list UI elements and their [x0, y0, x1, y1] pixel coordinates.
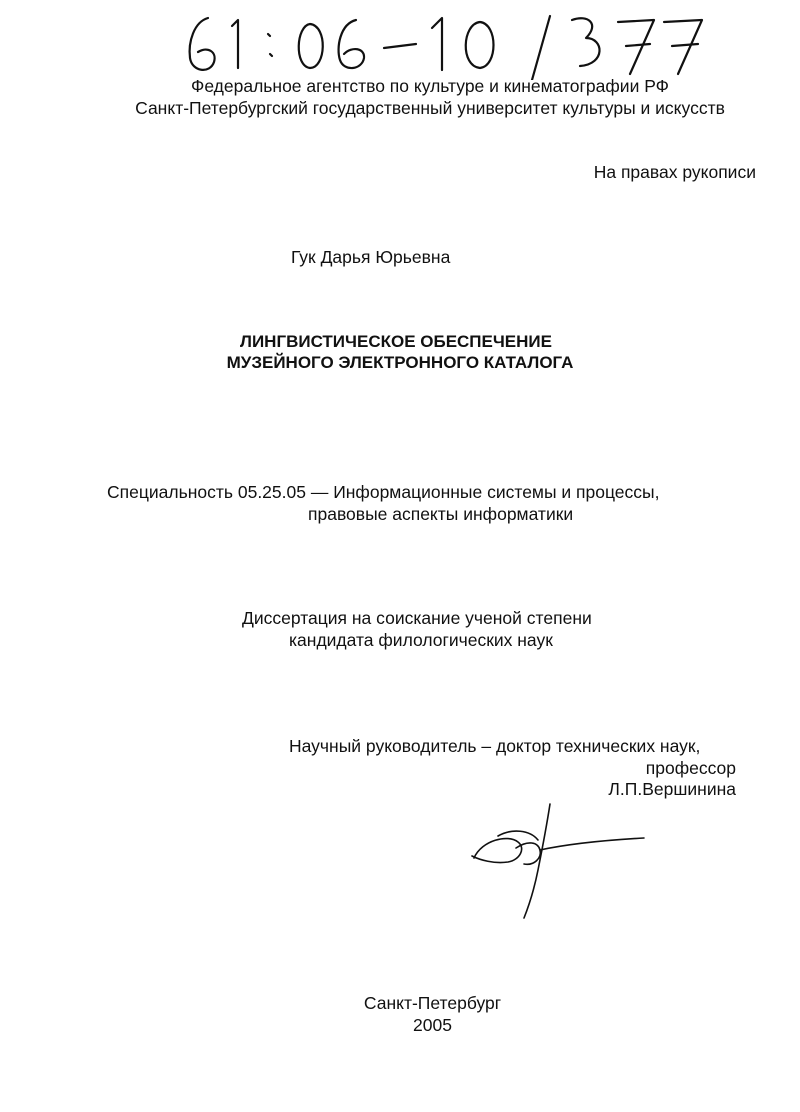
agency-name: Федеральное агентство по культуре и кинематографии РФ: [191, 76, 669, 96]
title-line-2: МУЗЕЙНОГО ЭЛЕКТРОННОГО КАТАЛОГА: [226, 353, 574, 372]
dissertation-line-1: Диссертация на соискание ученой степени: [242, 608, 592, 628]
advisor-line-2: профессор: [645, 758, 736, 778]
specialty-line-2: правовые аспекты информатики: [308, 504, 574, 524]
year: 2005: [413, 1015, 452, 1035]
advisor-line-3: Л.П.Вершинина: [608, 779, 736, 799]
city: Санкт-Петербург: [363, 993, 502, 1013]
specialty-line-1: Специальность 05.25.05 — Информационные системы и процессы,: [107, 482, 660, 502]
advisor-line-1: Научный руководитель – доктор технических наук,: [289, 736, 701, 756]
dissertation-line-2: кандидата филологических наук: [289, 630, 553, 650]
author-name: Гук Дарья Юрьевна: [291, 247, 451, 267]
rights-note: На правах рукописи: [593, 162, 756, 182]
university-name: Санкт-Петербургский государственный университет культуры и искусств: [135, 98, 725, 118]
title-line-1: ЛИНГВИСТИЧЕСКОЕ ОБЕСПЕЧЕНИЕ: [240, 332, 552, 351]
handwritten-archive-code: [180, 8, 710, 80]
advisor-signature: [468, 800, 648, 920]
